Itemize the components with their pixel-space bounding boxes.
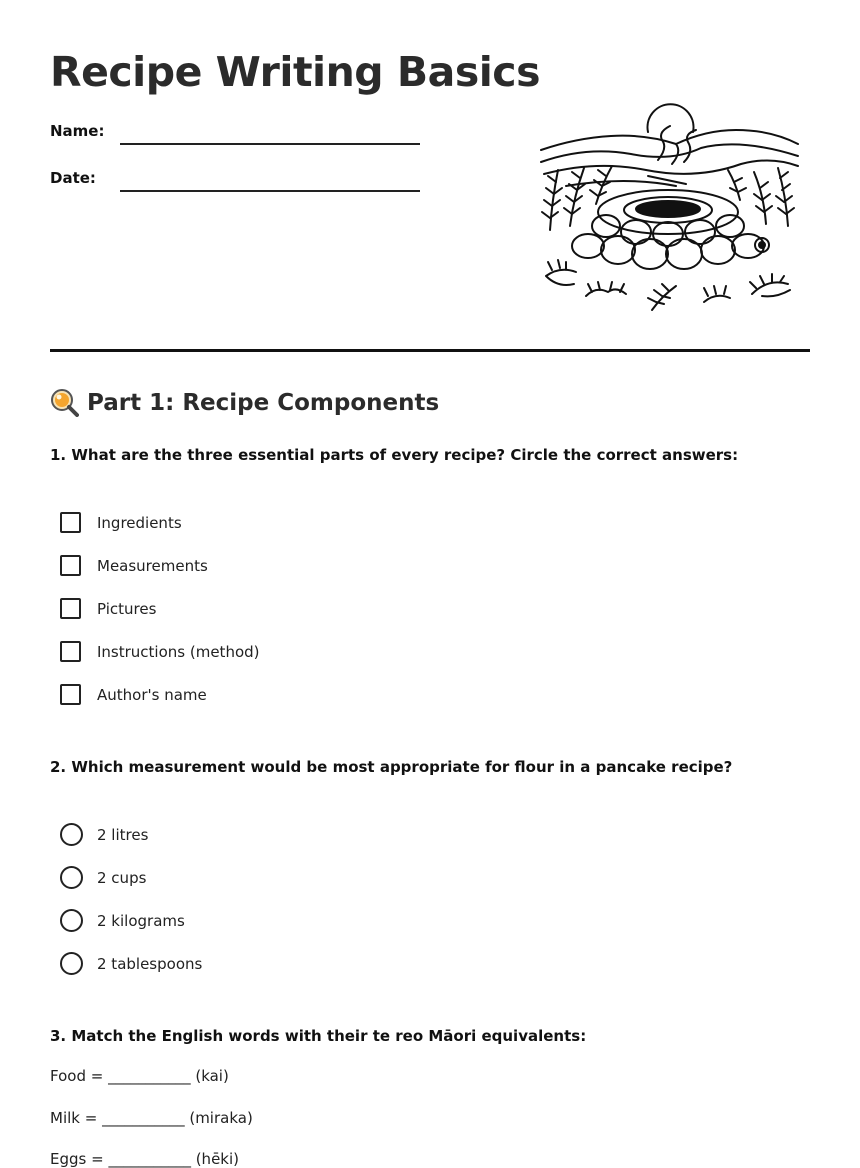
option-label: Pictures bbox=[97, 599, 157, 618]
radio-button[interactable] bbox=[60, 823, 83, 846]
date-label: Date: bbox=[50, 169, 96, 187]
question-1: 1. What are the three essential parts of every recipe? Circle the correct answers: bbox=[50, 446, 739, 464]
option-label: Measurements bbox=[97, 556, 208, 575]
checkbox[interactable] bbox=[60, 512, 81, 533]
part1-heading bbox=[50, 388, 439, 417]
part1-title: Part 1: Recipe Components bbox=[87, 389, 440, 416]
date-field[interactable] bbox=[120, 190, 420, 192]
name-label: Name: bbox=[50, 122, 105, 140]
option-label: 2 kilograms bbox=[97, 911, 185, 930]
option-label: 2 litres bbox=[97, 825, 149, 844]
q2-option-2-cups[interactable] bbox=[60, 866, 146, 889]
match-milk: Milk = ___________ (miraka) bbox=[50, 1109, 253, 1127]
option-label: 2 cups bbox=[97, 868, 147, 887]
match-food: Food = ___________ (kai) bbox=[50, 1067, 229, 1085]
question-2: 2. Which measurement would be most appropriate for flour in a pancake recipe? bbox=[50, 758, 733, 776]
q1-option-authors-name[interactable] bbox=[60, 684, 207, 705]
worksheet-title: Recipe Writing Basics bbox=[50, 48, 540, 96]
match-eggs: Eggs = ___________ (hēki) bbox=[50, 1150, 240, 1168]
q1-option-instructions[interactable] bbox=[60, 641, 260, 662]
hangi-earth-oven-illustration bbox=[536, 100, 802, 322]
q2-option-2-litres[interactable] bbox=[60, 823, 148, 846]
option-label: 2 tablespoons bbox=[97, 954, 203, 973]
section-divider bbox=[50, 349, 810, 352]
radio-button[interactable] bbox=[60, 909, 83, 932]
magnifier-emoji-icon bbox=[50, 388, 79, 417]
q1-option-measurements[interactable] bbox=[60, 555, 208, 576]
name-field[interactable] bbox=[120, 143, 420, 145]
q1-option-ingredients[interactable] bbox=[60, 512, 182, 533]
radio-button[interactable] bbox=[60, 952, 83, 975]
checkbox[interactable] bbox=[60, 684, 81, 705]
option-label: Ingredients bbox=[97, 513, 182, 532]
checkbox[interactable] bbox=[60, 598, 81, 619]
checkbox[interactable] bbox=[60, 555, 81, 576]
question-3: 3. Match the English words with their te reo Māori equivalents: bbox=[50, 1027, 587, 1045]
checkbox[interactable] bbox=[60, 641, 81, 662]
q1-option-pictures[interactable] bbox=[60, 598, 156, 619]
q2-option-2-kilograms[interactable] bbox=[60, 909, 185, 932]
q2-option-2-tablespoons[interactable] bbox=[60, 952, 202, 975]
option-label: Author's name bbox=[97, 685, 207, 704]
radio-button[interactable] bbox=[60, 866, 83, 889]
option-label: Instructions (method) bbox=[97, 642, 260, 661]
